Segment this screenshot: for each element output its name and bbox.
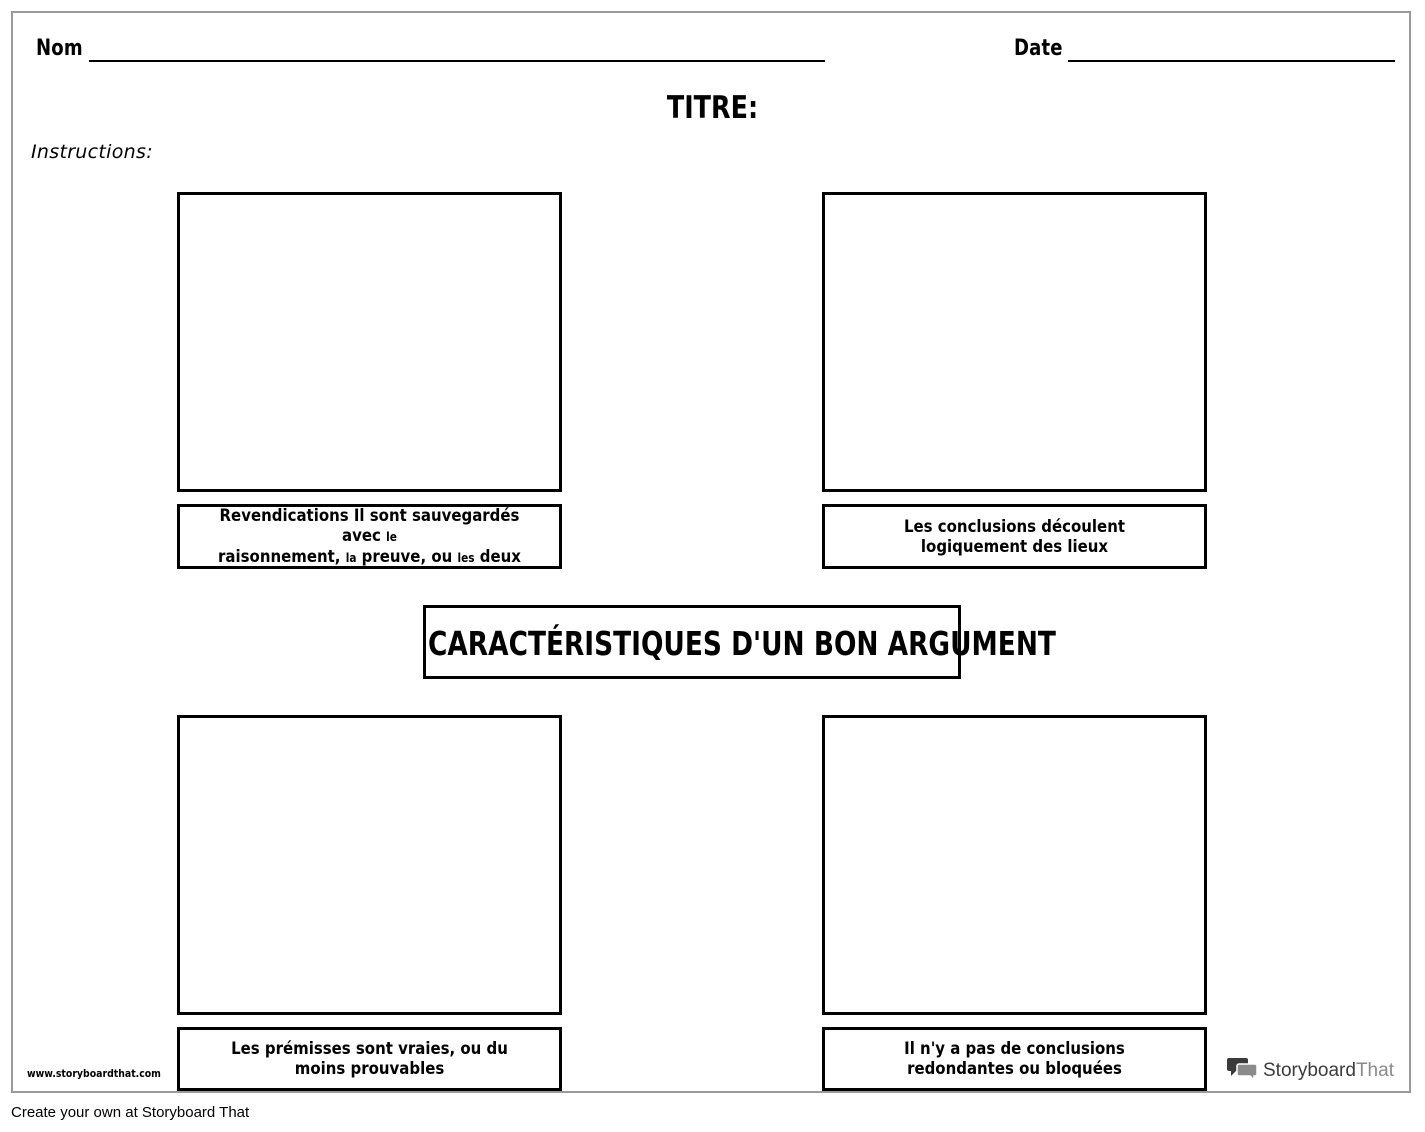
date-label: Date <box>1014 36 1063 61</box>
brand-name-part2: That <box>1355 1059 1394 1081</box>
caption-bottom-left-text: Les prémisses sont vraies, ou du moins prouvables <box>231 1039 508 1079</box>
caption-bottom-right <box>822 1027 1207 1091</box>
caption-top-right <box>822 504 1207 569</box>
caption-top-right-text: Les conclusions découlent logiquement des lieux <box>903 516 1126 557</box>
instructions-label: Instructions: <box>31 141 153 163</box>
cell-bottom-right <box>822 715 1207 1015</box>
speech-bubbles-icon <box>1227 1055 1259 1086</box>
center-label: CARACTÉRISTIQUES D'UN BON ARGUMENT <box>428 624 1056 663</box>
caption-top-left-text <box>213 506 525 568</box>
brand-name-part1: Storyboard <box>1263 1059 1356 1081</box>
caption-top-left <box>177 504 562 569</box>
cell-top-left <box>177 192 562 492</box>
cell-bottom-left <box>177 715 562 1015</box>
caption-fragment-small: le <box>386 529 397 544</box>
cell-top-right <box>822 192 1207 492</box>
brand-name <box>1263 1060 1394 1082</box>
brand-logo <box>1227 1055 1394 1086</box>
site-url: www.storyboardthat.com <box>27 1067 161 1080</box>
name-label: Nom <box>36 36 83 61</box>
create-own-link[interactable]: Create your own at Storyboard That <box>11 1104 250 1121</box>
caption-fragment: raisonnement, <box>218 546 341 567</box>
caption-fragment: preuve, ou <box>361 546 453 567</box>
date-line <box>1068 60 1395 62</box>
caption-fragment: Revendications Il sont sauvegardés avec <box>219 505 520 546</box>
caption-bottom-right-text: Il n'y a pas de conclusions redondantes ou bloquées <box>904 1039 1125 1079</box>
page-title: TITRE: <box>666 90 759 126</box>
caption-fragment: deux <box>479 546 521 567</box>
name-line <box>89 60 825 62</box>
caption-fragment-small: les <box>457 550 475 565</box>
caption-fragment-small: la <box>345 550 357 565</box>
caption-bottom-left <box>177 1027 562 1091</box>
